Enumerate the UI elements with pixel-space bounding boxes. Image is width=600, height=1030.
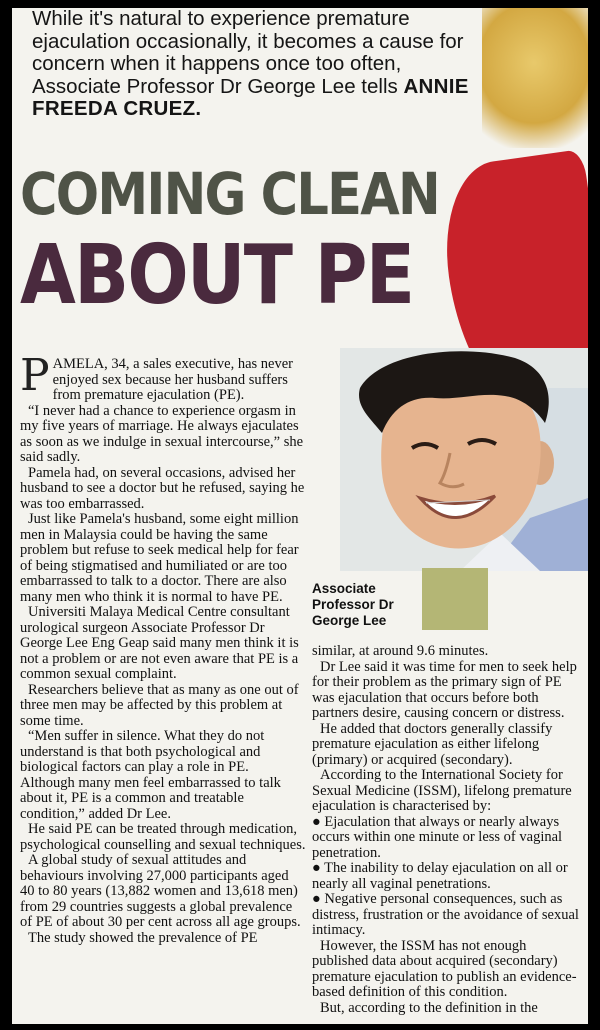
bullet-item: ● The inability to delay ejaculation on all or nearly all vaginal penetrations. bbox=[312, 860, 568, 892]
paragraph-1: PAMELA, 34, a sales executive, has never enjoyed sex because her husband suffers from premature ejaculation (PE). bbox=[20, 350, 293, 403]
headline-line-2: ABOUT PE bbox=[20, 228, 414, 323]
paragraph: He added that doctors generally classify premature ejaculation as either lifelong (primary) or acquired (secondary). bbox=[312, 720, 553, 768]
article-intro bbox=[32, 8, 492, 121]
paragraph: Just like Pamela's husband, some eight million men in Malaysia could be having the same problem but refuse to seek medical help for fear of being stigmatised and humiliated or are too embarrassed to talk to a doctor. There are also many men who think it is normal to have PE. bbox=[20, 511, 299, 605]
headline-line-1: COMING CLEAN bbox=[20, 160, 439, 228]
paragraph: “Men suffer in silence. What they do not understand is that both psychological and biological factors can play a role in PE. Although many men feel embarrassed to talk about it, PE is a common and treatable condition,” added Dr Lee. bbox=[20, 728, 281, 822]
paragraph: Universiti Malaya Medical Centre consultant urological surgeon Associate Professor Dr George Lee Eng Geap said many men think it is not a problem or are not even aware that PE is a common sexual complaint. bbox=[20, 604, 299, 682]
portrait-photo bbox=[340, 348, 588, 571]
paragraph: However, the ISSM has not enough published data about acquired (secondary) premature ejaculation to publish an evidence-based definition of this condition. bbox=[312, 937, 577, 1000]
paragraph: Researchers believe that as many as one out of three men may be affected by this problem at some time. bbox=[20, 681, 299, 729]
bullet-item: ● Ejaculation that always or nearly always occurs within one minute or less of vaginal penetration. bbox=[312, 813, 563, 861]
article-column-2 bbox=[312, 644, 580, 1016]
paragraph: According to the International Society for Sexual Medicine (ISSM), lifelong premature ejaculation is characterised by: bbox=[312, 767, 572, 814]
newspaper-page bbox=[12, 8, 588, 1024]
paragraph: But, according to the definition in the bbox=[320, 999, 538, 1016]
color-swatch bbox=[422, 568, 488, 630]
byline: ANNIE FREEDA CRUEZ. bbox=[32, 74, 469, 120]
bullet-item: ● Negative personal consequences, such as distress, frustration or the avoidance of sexual intimacy. bbox=[312, 891, 579, 938]
photo-caption: Associate Professor Dr George Lee bbox=[312, 581, 394, 628]
article-column-1 bbox=[20, 350, 306, 946]
intro-text: While it's natural to experience premature ejaculation occasionally, it becomes a cause for concern when it happens once too often, Associate Professor Dr George Lee tells bbox=[32, 8, 464, 98]
portrait-illustration bbox=[340, 348, 588, 571]
paragraph: similar, at around 9.6 minutes. bbox=[312, 643, 489, 659]
drop-cap: P bbox=[20, 350, 50, 401]
background-hair-blur bbox=[482, 8, 588, 148]
paragraph: Pamela had, on several occasions, advised her husband to see a doctor but he refused, saying he was too embarrassed. bbox=[20, 464, 305, 512]
paragraph: A global study of sexual attitudes and behaviours involving 27,000 participants aged 40 to 80 years (13,882 women and 13,618 men) from 29 countries suggests a global prevalence of PE of about 30 per cent across all age groups. bbox=[20, 852, 301, 930]
paragraph: He said PE can be treated through medication, psychological counselling and sexual techniques. bbox=[20, 821, 306, 853]
paragraph: Dr Lee said it was time for men to seek help for their problem as the primary sign of PE was ejaculation that occurs before both partners desire, causing concern or distress. bbox=[312, 658, 577, 721]
paragraph: “I never had a chance to experience orgasm in my five years of marriage. He always ejaculates as soon as we indulge in sexual intercourse,” she said sadly. bbox=[20, 402, 304, 465]
paragraph: The study showed the prevalence of PE bbox=[28, 929, 258, 946]
